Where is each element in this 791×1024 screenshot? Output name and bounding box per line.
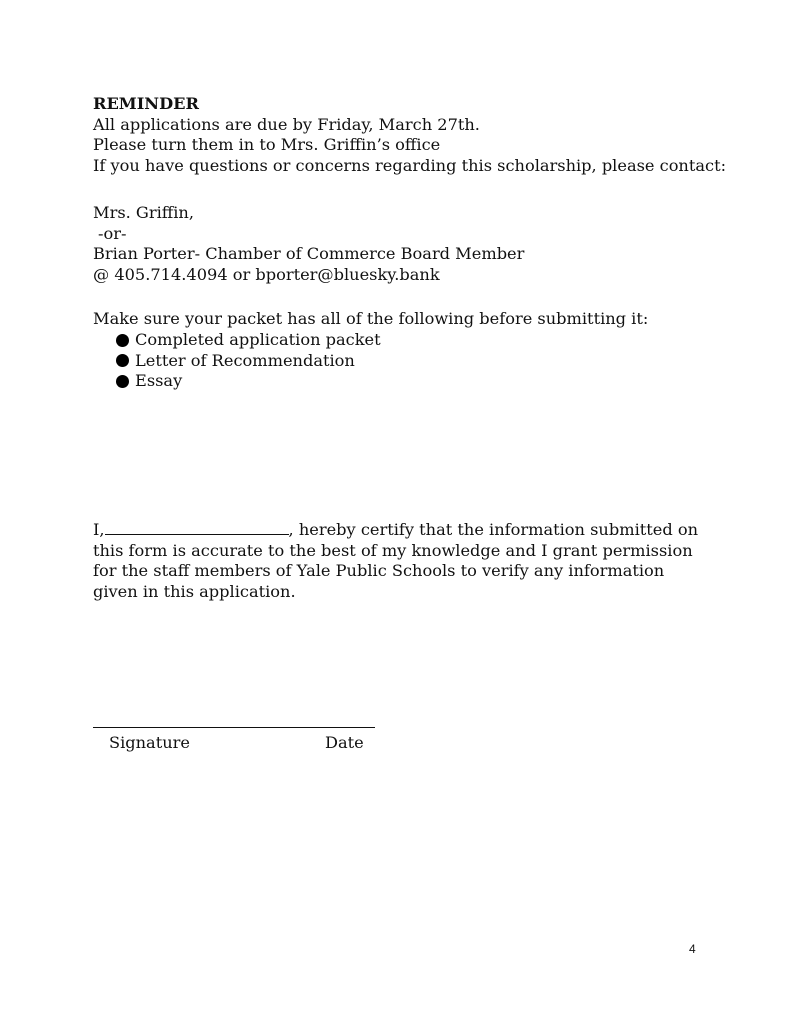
contact-or-separator: -or-	[98, 223, 127, 243]
checklist-item-label: Completed application packet	[135, 330, 381, 349]
reminder-heading: REMINDER	[93, 94, 199, 113]
contact-name-porter: Brian Porter- Chamber of Commerce Board Member	[93, 244, 525, 263]
checklist-item-label: Letter of Recommendation	[135, 350, 355, 370]
questions-line: If you have questions or concerns regarding this scholarship, please contact:	[93, 155, 727, 175]
list-item	[116, 371, 381, 392]
contacts-section	[93, 203, 524, 285]
date-label: Date	[325, 733, 364, 752]
certification-text: , hereby certify that the information submitted on this form is accurate to the best of my knowledge and I grant permission for the staff members of Yale Public Schools to verify any information given in this application.	[93, 520, 699, 601]
certification-prefix: I,	[93, 520, 105, 539]
due-date-line: All applications are due by Friday, March 27th.	[93, 114, 480, 134]
checklist-item-label: Essay	[135, 371, 183, 390]
reminder-section	[93, 94, 726, 176]
contact-info: @ 405.714.4094 or bporter@bluesky.bank	[93, 264, 440, 284]
checklist-intro-text: Make sure your packet has all of the following before submitting it:	[93, 309, 649, 328]
signature-label: Signature	[109, 733, 190, 752]
certification-paragraph	[93, 520, 703, 602]
bullet-icon	[116, 334, 129, 347]
bullet-icon	[116, 375, 129, 388]
contact-name-griffin: Mrs. Griffin,	[93, 203, 195, 222]
turn-in-line: Please turn them in to Mrs. Griffin’s office	[93, 135, 441, 154]
page-number: 4	[689, 942, 696, 956]
list-item	[116, 330, 381, 351]
name-blank-field[interactable]	[105, 520, 289, 535]
list-item	[116, 351, 381, 372]
bullet-icon	[116, 354, 129, 367]
checklist-list	[116, 330, 381, 392]
signature-line[interactable]	[93, 727, 375, 728]
checklist-intro	[93, 309, 648, 330]
